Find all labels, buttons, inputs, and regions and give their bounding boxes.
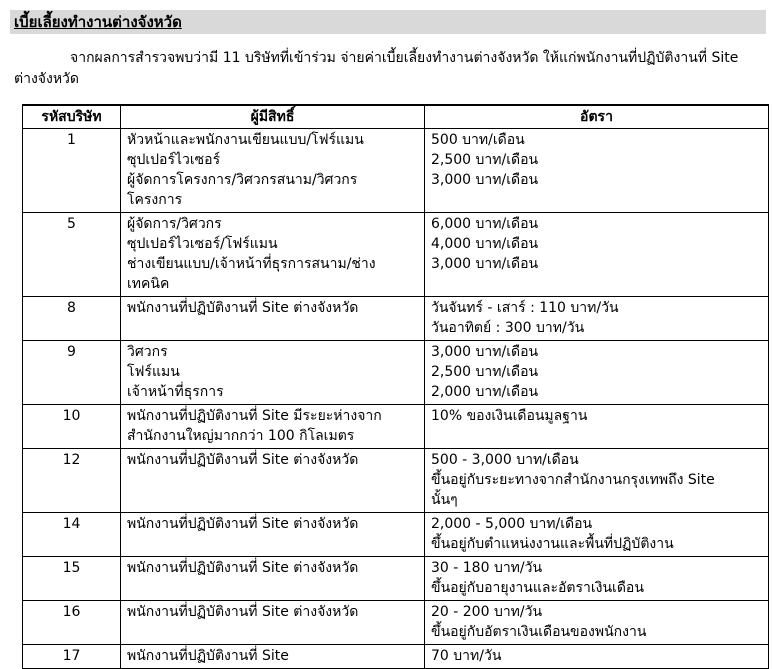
table-row xyxy=(23,297,769,341)
rate-cell xyxy=(425,513,769,557)
rate-line: นั้นๆ xyxy=(431,492,458,508)
table-row xyxy=(23,129,769,213)
eligible-cell xyxy=(121,341,425,405)
eligible-line: พนักงานที่ปฏิบัติงานที่ Site ต่างจังหวัด xyxy=(127,452,359,468)
rate-cell xyxy=(425,341,769,405)
company-code-cell: 14 xyxy=(23,513,121,557)
rate-cell xyxy=(425,213,769,297)
eligible-cell xyxy=(121,405,425,449)
rate-cell xyxy=(425,645,769,669)
rate-line: 3,000 บาท/เดือน xyxy=(431,256,539,272)
eligible-cell xyxy=(121,645,425,669)
rate-line: 20 - 200 บาท/วัน xyxy=(431,604,543,620)
eligible-line: พนักงานที่ปฏิบัติงานที่ Site ต่างจังหวัด xyxy=(127,560,359,576)
company-code-cell: 10 xyxy=(23,405,121,449)
table-row xyxy=(23,213,769,297)
eligible-cell xyxy=(121,557,425,601)
company-code-cell: 12 xyxy=(23,449,121,513)
rate-line: วันจันทร์ - เสาร์ : 110 บาท/วัน xyxy=(431,300,619,316)
eligible-line: ซุปเปอร์ไวเซอร์ xyxy=(127,152,221,168)
rate-line: 3,000 บาท/เดือน xyxy=(431,344,539,360)
header-rate: อัตรา xyxy=(425,105,769,129)
company-code-cell: 1 xyxy=(23,129,121,213)
eligible-line: ผู้จัดการ/วิศวกร xyxy=(127,216,222,232)
rate-line: 2,500 บาท/เดือน xyxy=(431,364,539,380)
eligible-line: ซุปเปอร์ไวเซอร์/โฟร์แมน xyxy=(127,236,278,252)
table-body xyxy=(23,129,769,669)
section-heading-bar xyxy=(10,10,766,34)
eligible-line: พนักงานที่ปฏิบัติงานที่ Site ต่างจังหวัด xyxy=(127,300,359,316)
rate-line: ขึ้นอยู่กับตำแหน่งงานและพื้นที่ปฏิบัติงาน xyxy=(431,536,674,552)
rate-line: วันอาทิตย์ : 300 บาท/วัน xyxy=(431,320,585,336)
eligible-line: หัวหน้าและพนักงานเขียนแบบ/โฟร์แมน xyxy=(127,132,364,148)
rate-line: 3,000 บาท/เดือน xyxy=(431,172,539,188)
eligible-cell xyxy=(121,213,425,297)
rate-cell xyxy=(425,129,769,213)
table-row xyxy=(23,341,769,405)
rate-cell xyxy=(425,449,769,513)
rate-line: ขึ้นอยู่กับอายุงานและอัตราเงินเดือน xyxy=(431,580,644,596)
rate-line: 500 - 3,000 บาท/เดือน xyxy=(431,452,579,468)
header-company-code: รหัสบริษัท xyxy=(23,105,121,129)
eligible-line: สำนักงานใหญ่มากกว่า 100 กิโลเมตร xyxy=(127,428,355,444)
eligible-cell xyxy=(121,129,425,213)
company-code-cell: 16 xyxy=(23,601,121,645)
rate-cell xyxy=(425,405,769,449)
rate-line: ขึ้นอยู่กับอัตราเงินเดือนของพนักงาน xyxy=(431,624,647,640)
company-code-cell: 15 xyxy=(23,557,121,601)
rate-line: ขึ้นอยู่กับระยะทางจากสำนักงานกรุงเทพถึง Site xyxy=(431,472,715,488)
rate-line: 500 บาท/เดือน xyxy=(431,132,525,148)
rate-cell xyxy=(425,601,769,645)
eligible-cell xyxy=(121,601,425,645)
table-row xyxy=(23,449,769,513)
intro-paragraph: จากผลการสำรวจพบว่ามี 11 บริษัทที่เข้าร่วม จ่ายค่าเบี้ยเลี้ยงทำงานต่างจังหวัด ให้แก่พนักงานที่ปฏิบัติงานที่ Site ต่างจังหวัด xyxy=(14,50,739,87)
table-row xyxy=(23,645,769,669)
company-code-cell: 8 xyxy=(23,297,121,341)
eligible-cell xyxy=(121,513,425,557)
rate-line: 10% ของเงินเดือนมูลฐาน xyxy=(431,408,588,424)
table-header-row xyxy=(23,105,769,129)
eligible-cell xyxy=(121,297,425,341)
table-row xyxy=(23,513,769,557)
rate-line: 2,500 บาท/เดือน xyxy=(431,152,539,168)
rate-line: 2,000 บาท/เดือน xyxy=(431,384,539,400)
company-code-cell: 9 xyxy=(23,341,121,405)
eligible-line: พนักงานที่ปฏิบัติงานที่ Site มีระยะห่างจาก xyxy=(127,408,382,424)
table-row xyxy=(23,405,769,449)
rate-cell xyxy=(425,557,769,601)
eligible-line: ผู้จัดการโครงการ/วิศวกรสนาม/วิศวกร xyxy=(127,172,358,188)
rate-line: 2,000 - 5,000 บาท/เดือน xyxy=(431,516,593,532)
eligible-line: ช่างเขียนแบบ/เจ้าหน้าที่ธุรการสนาม/ช่าง xyxy=(127,256,376,272)
eligible-line: วิศวกร xyxy=(127,344,168,360)
company-code-cell: 5 xyxy=(23,213,121,297)
company-code-cell: 17 xyxy=(23,645,121,669)
eligible-line: โครงการ xyxy=(127,192,183,208)
rate-line: 6,000 บาท/เดือน xyxy=(431,216,539,232)
eligible-line: พนักงานที่ปฏิบัติงานที่ Site ต่างจังหวัด xyxy=(127,516,359,532)
eligible-line: เจ้าหน้าที่ธุรการ xyxy=(127,384,224,400)
table-row xyxy=(23,557,769,601)
eligible-line: โฟร์แมน xyxy=(127,364,180,380)
rate-line: 4,000 บาท/เดือน xyxy=(431,236,539,252)
section-title: เบี้ยเลี้ยงทำงานต่างจังหวัด xyxy=(14,13,182,31)
eligible-cell xyxy=(121,449,425,513)
rate-cell xyxy=(425,297,769,341)
table-row xyxy=(23,601,769,645)
eligible-line: พนักงานที่ปฏิบัติงานที่ Site ต่างจังหวัด xyxy=(127,604,359,620)
eligible-line: พนักงานที่ปฏิบัติงานที่ Site xyxy=(127,648,289,664)
rate-line: 30 - 180 บาท/วัน xyxy=(431,560,543,576)
eligible-line: เทคนิค xyxy=(127,276,170,292)
header-eligible: ผู้มีสิทธิ์ xyxy=(121,105,425,129)
allowance-table xyxy=(22,104,769,669)
rate-line: 70 บาท/วัน xyxy=(431,648,502,664)
